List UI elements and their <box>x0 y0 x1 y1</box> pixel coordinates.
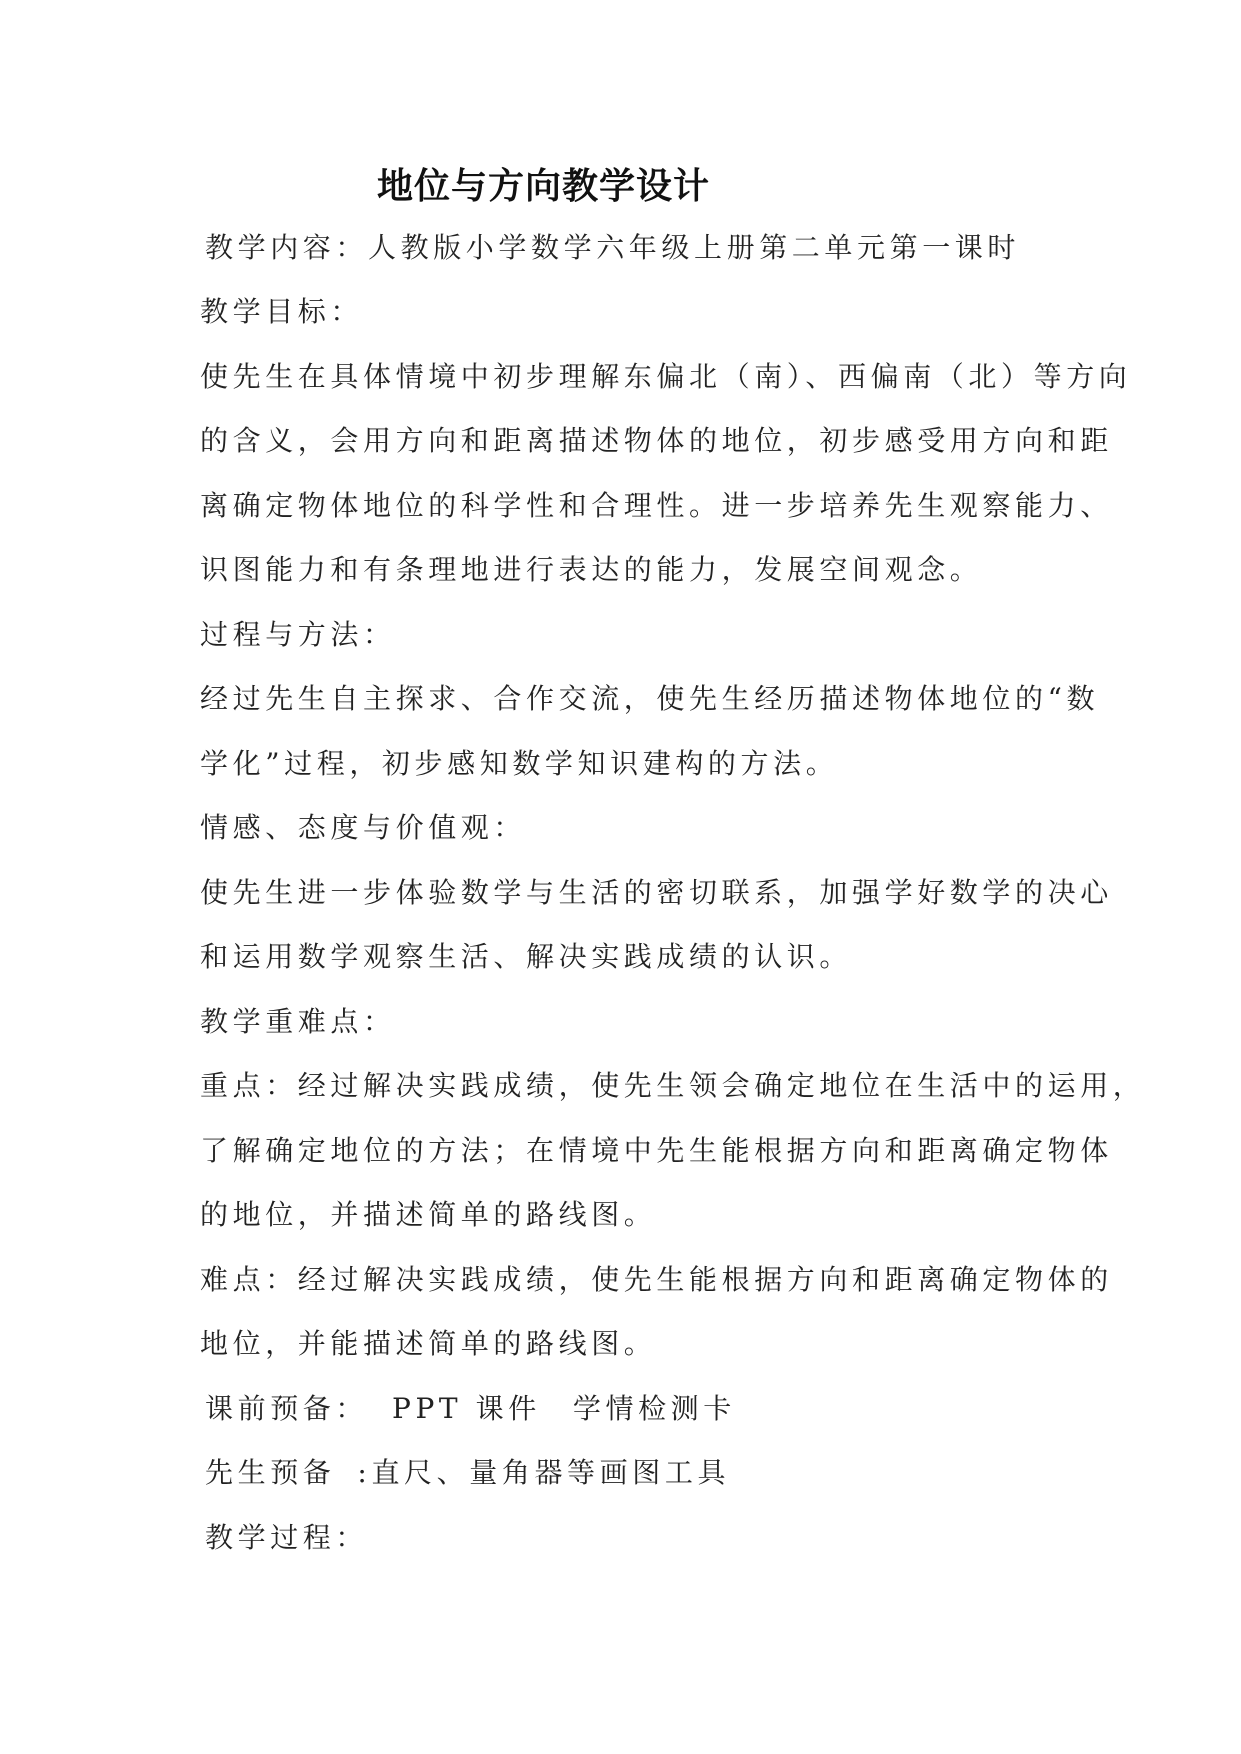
paragraph-line: 使先生进一步体验数学与生活的密切联系，加强学好数学的决心 <box>200 876 1113 909</box>
teaching-goals-heading: 教学目标： <box>200 295 364 328</box>
paragraph-line: 重点：经过解决实践成绩，使先生领会确定地位在生活中的运用， <box>200 1069 1146 1102</box>
paragraph-line: 识图能力和有条理地进行表达的能力，发展空间观念。 <box>200 553 983 586</box>
paragraph-line: 离确定物体地位的科学性和合理性。进一步培养先生观察能力、 <box>200 489 1113 522</box>
class-prep-label: 课前预备： <box>205 1392 369 1425</box>
process-method-heading: 过程与方法： <box>200 618 396 651</box>
teaching-process-heading: 教学过程： <box>205 1521 369 1554</box>
teaching-content-line: 教学内容：人教版小学数学六年级上册第二单元第一课时 <box>205 231 1021 264</box>
class-prep-item: 学情检测卡 <box>572 1392 736 1425</box>
paragraph-line: 的地位，并描述简单的路线图。 <box>200 1198 657 1231</box>
paragraph-line: 学化”过程，初步感知数学知识建构的方法。 <box>200 747 839 780</box>
class-prep-item: PPT 课件 <box>392 1392 541 1425</box>
student-prep-line <box>205 1453 730 1493</box>
paragraph-line: 地位，并能描述简单的路线图。 <box>200 1327 657 1360</box>
paragraph-line: 的含义，会用方向和距离描述物体的地位，初步感受用方向和距 <box>200 424 1113 457</box>
class-prep-line <box>205 1389 736 1429</box>
student-prep-label: 先生预备 <box>205 1456 336 1489</box>
paragraph-line: 经过先生自主探求、合作交流，使先生经历描述物体地位的“数 <box>200 682 1100 715</box>
paragraph-line: 和运用数学观察生活、解决实践成绩的认识。 <box>200 940 853 973</box>
student-prep-text: :直尺、量角器等画图工具 <box>357 1456 731 1489</box>
document-title: 地位与方向教学设计 <box>377 166 711 207</box>
key-difficult-heading: 教学重难点： <box>200 1005 396 1038</box>
emotion-values-heading: 情感、态度与价值观： <box>200 811 527 844</box>
paragraph-line: 使先生在具体情境中初步理解东偏北（南）、西偏南（北）等方向 <box>200 360 1132 393</box>
paragraph-line: 难点：经过解决实践成绩，使先生能根据方向和距离确定物体的 <box>200 1263 1113 1296</box>
paragraph-line: 了解确定地位的方法；在情境中先生能根据方向和距离确定物体 <box>200 1134 1113 1167</box>
